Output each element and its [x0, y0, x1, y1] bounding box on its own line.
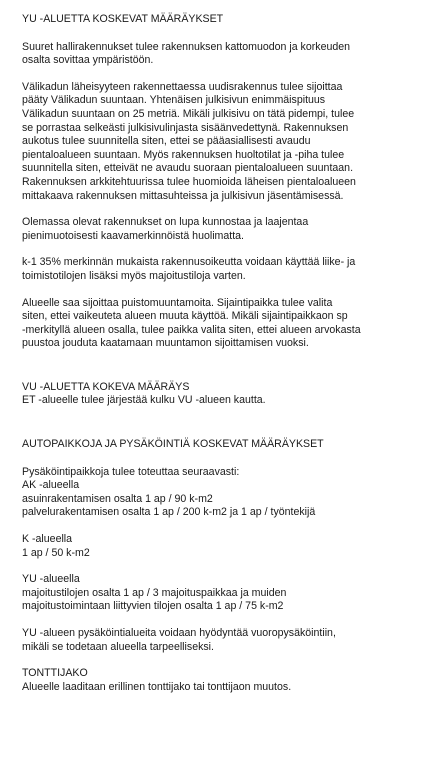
- paragraph-line: puustoa jouduta kaatamaan muuntamon sijoittamisen vuoksi.: [22, 337, 309, 350]
- paragraph-line: aukotus tulee suunnitella siten, ettei se pääasiallisesti avaudu: [22, 135, 311, 148]
- section-heading: AUTOPAIKKOJA JA PYSÄKÖINTIÄ KOSKEVAT MÄÄRÄYKSET: [22, 438, 324, 451]
- paragraph-line: Välikadun suuntaan on 25 metriä. Mikäli julkisivu on tätä pidempi, tulee: [22, 107, 355, 120]
- paragraph-line: pääty Välikadun suuntaan. Yhtenäisen julkisivun enimmäispituus: [22, 94, 326, 107]
- paragraph-line: asuinrakentamisen osalta 1 ap / 90 k-m2: [22, 492, 213, 505]
- paragraph-line: palvelurakentamisen osalta 1 ap / 200 k-m2 ja 1 ap / työntekijä: [22, 506, 316, 519]
- paragraph: [22, 216, 432, 243]
- paragraph-line: Alueelle saa sijoittaa puistomuuntamoita. Sijaintipaikka tulee valita: [22, 296, 333, 309]
- section-parking-regulations: [22, 438, 432, 452]
- section-heading: TONTTIJAKO: [22, 667, 88, 680]
- paragraph-line: pienimuotoisesti kaavamerkinnöistä huolimatta.: [22, 229, 244, 242]
- paragraph: [22, 256, 432, 283]
- paragraph-line: AK -alueella: [22, 479, 80, 492]
- paragraph-line: 1 ap / 50 k-m2: [22, 546, 90, 559]
- paragraph-line: K -alueella: [22, 533, 73, 546]
- paragraph: [22, 41, 432, 68]
- parking-k-block: [22, 533, 432, 560]
- paragraph-line: ET -alueelle tulee järjestää kulku VU -alueen kautta.: [22, 394, 266, 407]
- paragraph-line: k-1 35% merkinnän mukaista rakennusoikeutta voidaan käyttää liike- ja: [22, 256, 356, 269]
- paragraph-line: YU -alueella: [22, 573, 80, 586]
- paragraph-line: -merkityllä alueen osalla, tulee paikka valita siten, ettei alueen arvokasta: [22, 323, 361, 336]
- parking-ak-block: [22, 466, 432, 520]
- section-yu-regulations: [22, 13, 432, 27]
- paragraph-line: osalta sovittaa ympäristöön.: [22, 54, 154, 67]
- paragraph-line: siten, ettei vaikeuteta alueen muuta käyttöä. Mikäli sijaintipaikkaon sp: [22, 310, 348, 323]
- paragraph-line: suunnitella siten, etteivät ne avaudu suoraan pientaloalueen suuntaan.: [22, 162, 354, 175]
- section-vu-regulation: [22, 381, 432, 408]
- paragraph: [22, 297, 432, 351]
- paragraph-line: Rakennuksen arkkitehtuurissa tulee huomioida läheisen pientaloalueen: [22, 175, 356, 188]
- parking-shared-use-block: [22, 627, 432, 654]
- paragraph-line: pientaloalueen suuntaan. Myös rakennuksen huoltotilat ja -piha tulee: [22, 148, 345, 161]
- paragraph-line: toimistotilojen lisäksi myös majoitustiloja varten.: [22, 269, 246, 282]
- paragraph-line: se porrastaa selkeästi julkisivulinjasta sisäänvedettynä. Rakennuksen: [22, 121, 349, 134]
- document-body: [22, 13, 432, 694]
- paragraph-line: Suuret hallirakennukset tulee rakennuksen kattomuodon ja korkeuden: [22, 40, 351, 53]
- paragraph: [22, 81, 432, 203]
- paragraph-line: majoitustoimintaan liittyvien tilojen osalta 1 ap / 75 k-m2: [22, 600, 284, 613]
- parking-yu-block: [22, 573, 432, 614]
- paragraph-line: majoitustilojen osalta 1 ap / 3 majoituspaikkaa ja muiden: [22, 586, 287, 599]
- plot-division-block: [22, 667, 432, 694]
- paragraph-line: Välikadun läheisyyteen rakennettaessa uudisrakennus tulee sijoittaa: [22, 80, 343, 93]
- paragraph-line: YU -alueen pysäköintialueita voidaan hyödyntää vuoropysäköintiin,: [22, 627, 336, 639]
- paragraph-line: Olemassa olevat rakennukset on lupa kunnostaa ja laajentaa: [22, 216, 309, 229]
- paragraph-line: Alueelle laaditaan erillinen tonttijako tai tonttijaon muutos.: [22, 680, 292, 693]
- paragraph-line: mikäli se todetaan alueella tarpeelliseksi.: [22, 640, 214, 653]
- section-heading: VU -ALUETTA KOKEVA MÄÄRÄYS: [22, 380, 190, 393]
- paragraph-line: mittakaava rakennuksen mittasuhteissa ja julkisivun jäsentämisessä.: [22, 189, 344, 202]
- section-heading: YU -ALUETTA KOSKEVAT MÄÄRÄYKSET: [22, 13, 224, 25]
- paragraph-line: Pysäköintipaikkoja tulee toteuttaa seuraavasti:: [22, 465, 240, 478]
